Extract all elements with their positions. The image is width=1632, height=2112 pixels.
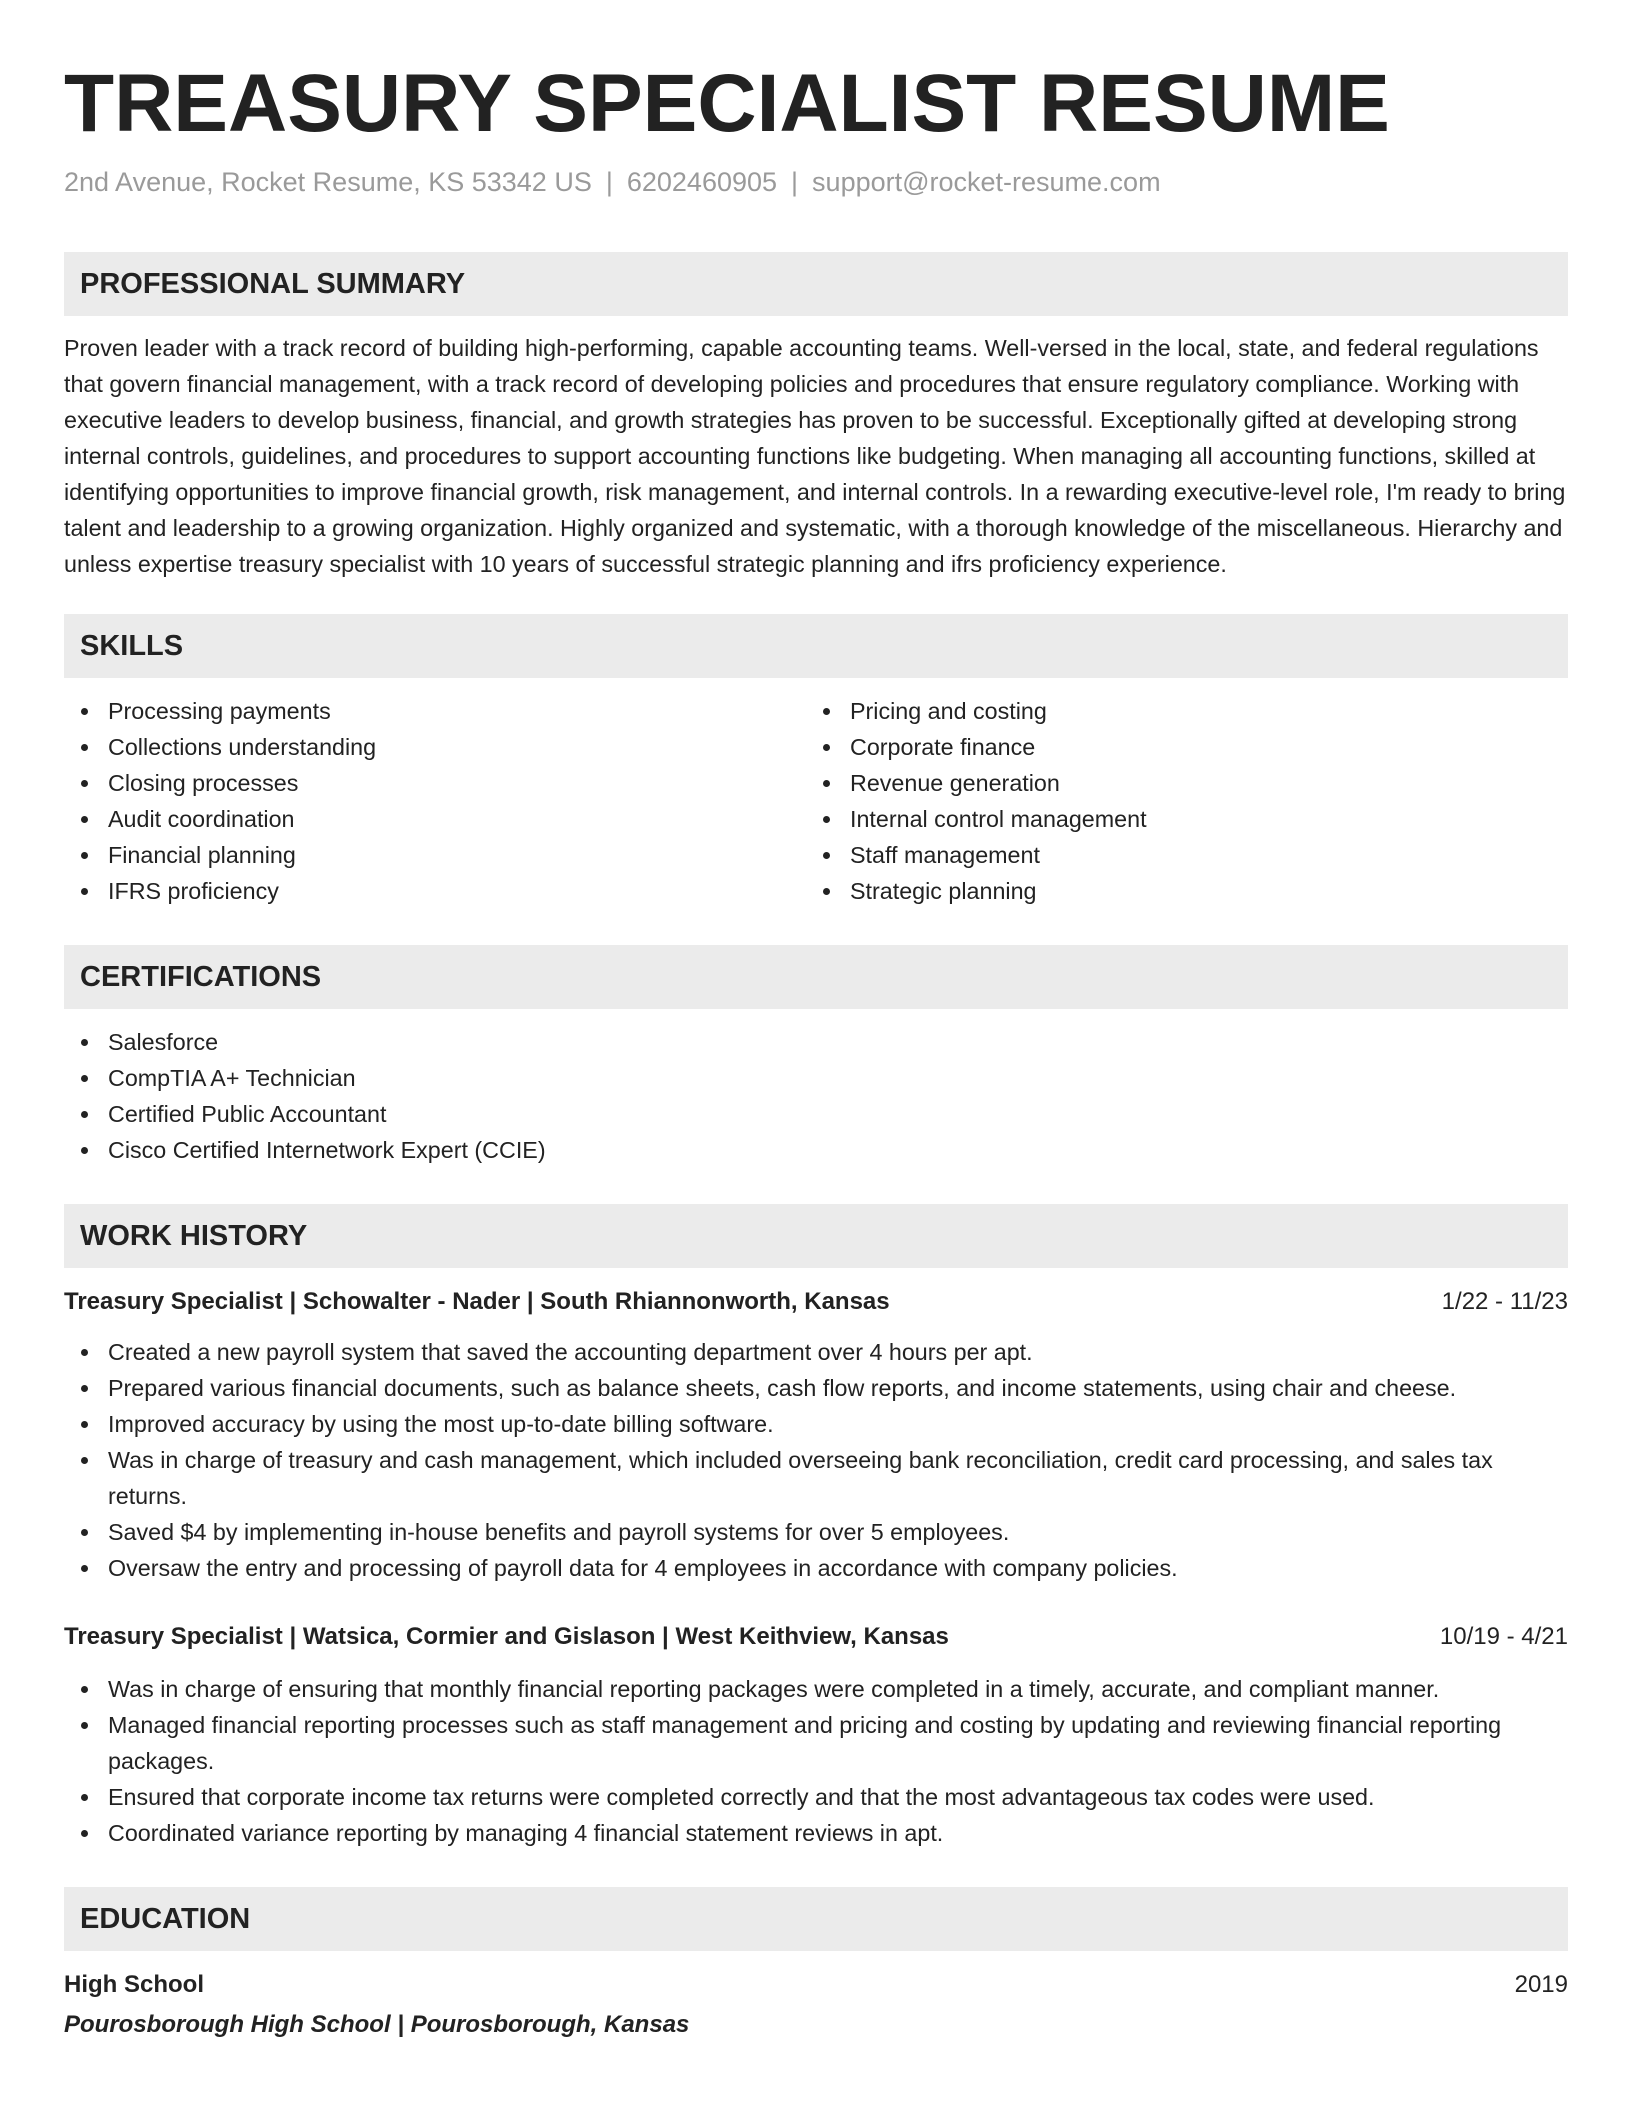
- contact-separator: |: [791, 167, 799, 197]
- education-school: Pourosborough High School | Pourosborough, Kansas: [64, 2011, 690, 2038]
- certification-item: Certified Public Accountant: [64, 1096, 1568, 1132]
- skills-list-right: [806, 693, 1548, 909]
- job-bullet: Prepared various financial documents, such as balance sheets, cash flow reports, and income statements, using chair and cheese.: [64, 1370, 1568, 1406]
- contact-phone: 6202460905: [626, 167, 778, 197]
- skill-item: Collections understanding: [64, 729, 806, 765]
- skills-list-left: [64, 693, 806, 909]
- skill-item: Staff management: [806, 837, 1548, 873]
- job-header: [64, 1284, 1568, 1320]
- job-dates: 10/19 - 4/21: [1439, 1623, 1568, 1650]
- section-heading-work-history: WORK HISTORY: [64, 1204, 1568, 1268]
- education-degree: High School: [64, 1971, 204, 1998]
- contact-separator: |: [605, 167, 613, 197]
- section-heading-summary: PROFESSIONAL SUMMARY: [64, 252, 1568, 316]
- job-bullet: Was in charge of ensuring that monthly financial reporting packages were completed in a timely, accurate, and compliant manner.: [64, 1671, 1568, 1707]
- summary-text: Proven leader with a track record of building high-performing, capable accounting teams. Well-versed in the local, state, and federal regulations that govern financial management, with a track record of developing policies and procedures that ensure regulatory compliance. Working with executive leaders to develop business, financial, and growth strategies has proven to be successful. Exceptionally gifted at developing strong internal controls, guidelines, and procedures to support accounting functions like budgeting. When managing all accounting functions, skilled at identifying opportunities to improve financial growth, risk management, and internal controls. In a rewarding executive-level role, I'm ready to bring talent and leadership to a growing organization. Highly organized and systematic, with a thorough knowledge of the miscellaneous. Hierarchy and unless expertise treasury specialist with 10 years of successful strategic planning and ifrs proficiency experience.: [64, 335, 1566, 577]
- job-title: Treasury Specialist | Watsica, Cormier and Gislason | West Keithview, Kansas: [64, 1623, 949, 1650]
- job-header: [64, 1619, 1568, 1655]
- education-header: [64, 1967, 1568, 2003]
- certifications-list: [64, 1024, 1568, 1168]
- skill-item: IFRS proficiency: [64, 873, 806, 909]
- job-bullets: [64, 1334, 1568, 1586]
- skill-item: Strategic planning: [806, 873, 1548, 909]
- contact-address: 2nd Avenue, Rocket Resume, KS 53342 US: [64, 167, 592, 197]
- job-title: Treasury Specialist | Schowalter - Nader | South Rhiannonworth, Kansas: [64, 1288, 890, 1315]
- job-bullets: [64, 1671, 1568, 1851]
- certification-item: Cisco Certified Internetwork Expert (CCIE): [64, 1132, 1568, 1168]
- job-bullet: Was in charge of treasury and cash management, which included overseeing bank reconciliation, credit card processing, and sales tax returns.: [64, 1442, 1568, 1514]
- skill-item: Processing payments: [64, 693, 806, 729]
- section-heading-education: EDUCATION: [64, 1887, 1568, 1951]
- certification-item: Salesforce: [64, 1024, 1568, 1060]
- skill-item: Corporate finance: [806, 729, 1548, 765]
- certification-item: CompTIA A+ Technician: [64, 1060, 1568, 1096]
- job-bullet: Improved accuracy by using the most up-to-date billing software.: [64, 1406, 1568, 1442]
- skill-item: Financial planning: [64, 837, 806, 873]
- job-bullet: Created a new payroll system that saved the accounting department over 4 hours per apt.: [64, 1334, 1568, 1370]
- contact-email: support@rocket-resume.com: [812, 167, 1161, 197]
- job-dates: 1/22 - 11/23: [1441, 1288, 1568, 1315]
- education-year: 2019: [1514, 1971, 1568, 1998]
- skill-item: Pricing and costing: [806, 693, 1548, 729]
- section-heading-certifications: CERTIFICATIONS: [64, 945, 1568, 1009]
- resume-title: TREASURY SPECIALIST RESUME: [64, 58, 1390, 149]
- skill-item: Closing processes: [64, 765, 806, 801]
- skill-item: Revenue generation: [806, 765, 1548, 801]
- skill-item: Audit coordination: [64, 801, 806, 837]
- job-bullet: Ensured that corporate income tax returns were completed correctly and that the most advantageous tax codes were used.: [64, 1779, 1568, 1815]
- section-heading-skills: SKILLS: [64, 614, 1568, 678]
- skill-item: Internal control management: [806, 801, 1548, 837]
- job-bullet: Oversaw the entry and processing of payroll data for 4 employees in accordance with company policies.: [64, 1550, 1568, 1586]
- job-bullet: Coordinated variance reporting by managing 4 financial statement reviews in apt.: [64, 1815, 1568, 1851]
- job-bullet: Managed financial reporting processes such as staff management and pricing and costing by updating and reviewing financial reporting packages.: [64, 1707, 1568, 1779]
- job-bullet: Saved $4 by implementing in-house benefits and payroll systems for over 5 employees.: [64, 1514, 1568, 1550]
- skills-grid: [64, 693, 1568, 909]
- contact-line: [64, 164, 1568, 200]
